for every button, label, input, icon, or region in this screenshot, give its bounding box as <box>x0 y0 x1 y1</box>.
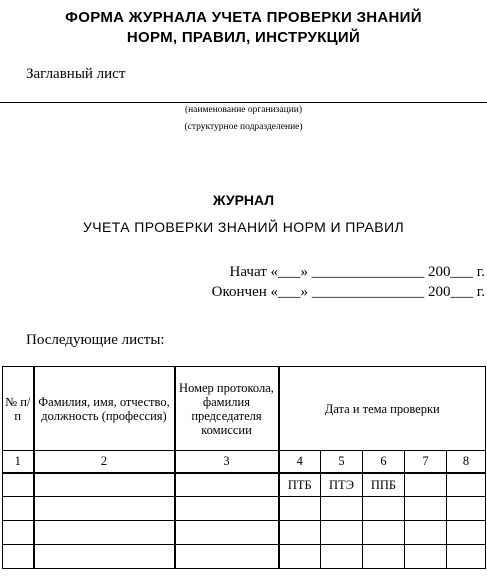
table-cell <box>405 473 447 497</box>
next-pages-label: Последующие листы: <box>26 332 165 348</box>
table-cell <box>447 545 486 569</box>
table-cell <box>175 521 279 545</box>
table-cell <box>34 473 175 497</box>
table-cell <box>3 521 34 545</box>
col-number: 8 <box>447 451 486 473</box>
topic-cell: ППБ <box>363 473 405 497</box>
table-cell <box>447 473 486 497</box>
table-cell <box>363 545 405 569</box>
col-number: 1 <box>3 451 34 473</box>
col-number: 3 <box>175 451 279 473</box>
check-log-table <box>2 366 486 569</box>
table-cell <box>279 521 321 545</box>
table-cell <box>363 497 405 521</box>
col-number: 7 <box>405 451 447 473</box>
table-cell <box>321 497 363 521</box>
table-cell <box>3 497 34 521</box>
table-cell <box>447 521 486 545</box>
table-cell <box>405 545 447 569</box>
org-name-line <box>0 102 487 103</box>
table-cell <box>34 545 175 569</box>
col-number: 5 <box>321 451 363 473</box>
journal-subheading: УЧЕТА ПРОВЕРКИ ЗНАНИЙ НОРМ И ПРАВИЛ <box>82 219 405 235</box>
table-row <box>3 497 486 521</box>
journal-heading: ЖУРНАЛ <box>212 192 275 208</box>
header-protocol: Номер протокола, фамилия председателя комиссии <box>175 367 279 451</box>
table-cell <box>363 521 405 545</box>
table-cell <box>3 473 34 497</box>
header-date-topic: Дата и тема проверки <box>279 367 486 451</box>
table-cell <box>279 497 321 521</box>
table-cell <box>279 545 321 569</box>
col-number: 6 <box>363 451 405 473</box>
table-cell <box>321 545 363 569</box>
org-caption: (наименование организации) <box>184 105 303 115</box>
table-cell <box>447 497 486 521</box>
table-cell <box>405 497 447 521</box>
title-page-label: Заглавный лист <box>26 66 126 82</box>
table-cell <box>175 497 279 521</box>
header-num: № п/п <box>3 367 34 451</box>
started-line: Начат «___» _______________ 200___ г. <box>229 264 485 280</box>
col-number: 4 <box>279 451 321 473</box>
topic-row <box>3 473 486 497</box>
ended-line: Окончен «___» _______________ 200___ г. <box>211 284 485 300</box>
header-name: Фамилия, имя, отчество, должность (профессия) <box>34 367 175 451</box>
topic-cell: ПТЭ <box>321 473 363 497</box>
table-row <box>3 545 486 569</box>
col-number-row <box>3 451 486 473</box>
form-title-line1: ФОРМА ЖУРНАЛА УЧЕТА ПРОВЕРКИ ЗНАНИЙ <box>65 9 422 26</box>
table-cell <box>405 521 447 545</box>
topic-cell: ПТБ <box>279 473 321 497</box>
table-cell <box>34 497 175 521</box>
form-title-line2: НОРМ, ПРАВИЛ, ИНСТРУКЦИЙ <box>126 29 361 46</box>
table-cell <box>175 473 279 497</box>
header-row <box>3 367 486 451</box>
dept-caption: (структурное подразделение) <box>184 122 303 132</box>
table-cell <box>321 521 363 545</box>
table-cell <box>175 545 279 569</box>
table-cell <box>34 521 175 545</box>
table-cell <box>3 545 34 569</box>
table-row <box>3 521 486 545</box>
col-number: 2 <box>34 451 175 473</box>
